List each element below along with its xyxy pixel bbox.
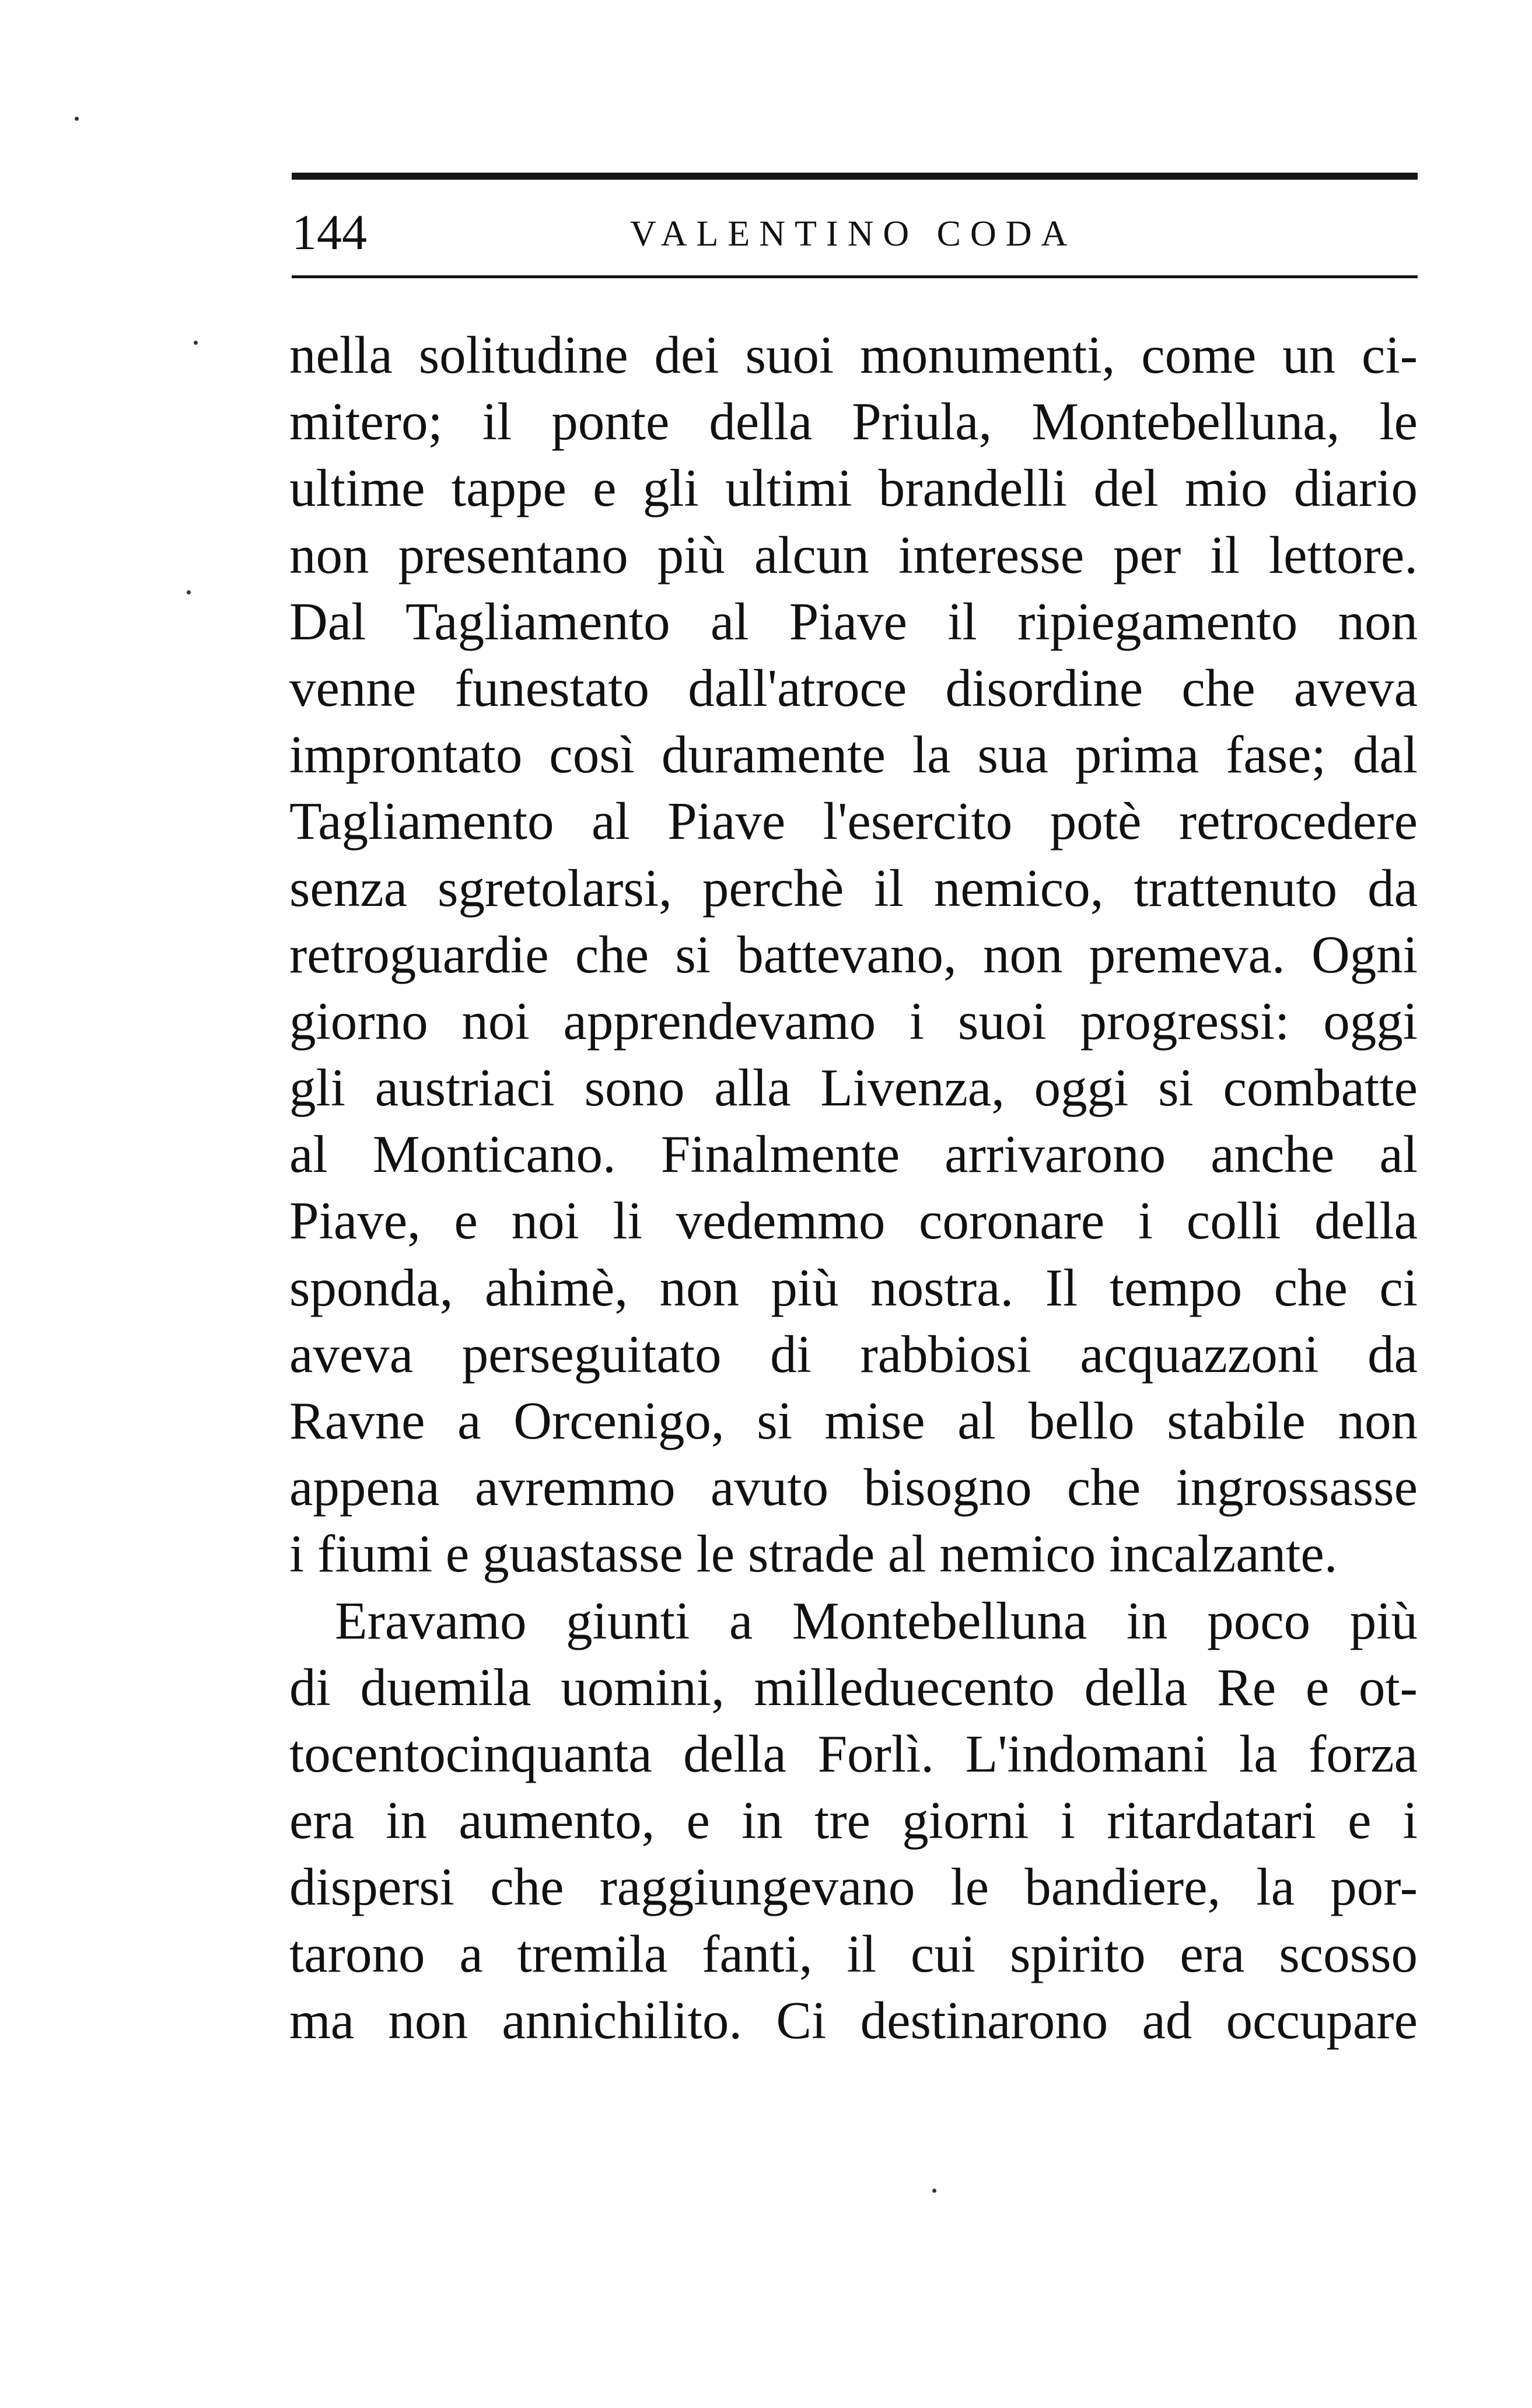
header-top-rule [292, 173, 1418, 180]
text-line: improntato così duramente la sua prima fase; dal [289, 725, 1418, 785]
text-line: ma non annichilito. Ci destinarono ad occupare [289, 1990, 1418, 2050]
body-text [289, 322, 1418, 2054]
text-line: retroguardie che si battevano, non premeva. Ogni [289, 925, 1418, 984]
paper-speck [194, 341, 198, 345]
text-line: gli austriaci sono alla Livenza, oggi si combatte [289, 1058, 1418, 1118]
running-head: VALENTINO CODA [630, 214, 1077, 254]
text-line: di duemila uomini, milleduecento della Re e ot- [289, 1657, 1418, 1717]
page-number: 144 [292, 204, 367, 260]
text-line: senza sgretolarsi, perchè il nemico, trattenuto da [289, 858, 1418, 918]
text-line: appena avremmo avuto bisogno che ingrossasse [289, 1458, 1418, 1517]
text-line: Dal Tagliamento al Piave il ripiegamento non [289, 592, 1418, 651]
text-line: venne funestato dall'atroce disordine che aveva [289, 658, 1418, 718]
text-line: Piave, e noi li vedemmo coronare i colli della [289, 1191, 1418, 1251]
text-line: nella solitudine dei suoi monumenti, come un ci- [289, 326, 1418, 384]
text-line: era in aumento, e in tre giorni i ritardatari e i [289, 1791, 1418, 1850]
paper-speck [187, 590, 191, 594]
paper-speck [932, 2189, 936, 2193]
text-line: non presentano più alcun interesse per il lettore. [289, 525, 1418, 584]
text-line: ultime tappe e gli ultimi brandelli del mio diario [289, 459, 1418, 518]
header-bottom-rule [292, 275, 1418, 278]
paragraph-first-line: Eravamo giunti a Montebelluna in poco più [335, 1591, 1418, 1650]
text-line: aveva perseguitato di rabbiosi acquazzoni da [289, 1324, 1418, 1384]
text-line: dispersi che raggiungevano le bandiere, la por- [289, 1857, 1418, 1917]
text-line: al Monticano. Finalmente arrivarono anche al [289, 1125, 1418, 1184]
text-line: tocentocinquanta della Forlì. L'indomani la forza [289, 1724, 1418, 1783]
text-line: mitero; il ponte della Priula, Montebelluna, le [289, 392, 1418, 452]
text-line: tarono a tremila fanti, il cui spirito era scosso [289, 1924, 1418, 1983]
text-line: sponda, ahimè, non più nostra. Il tempo che ci [289, 1258, 1418, 1317]
paragraph-last-line: i fiumi e guastasse le strade al nemico incalzante. [289, 1524, 1338, 1584]
text-line: Tagliamento al Piave l'esercito potè retrocedere [289, 792, 1418, 851]
text-line: Ravne a Orcenigo, si mise al bello stabile non [289, 1391, 1418, 1450]
page-header [292, 197, 1418, 267]
paper-speck [75, 117, 79, 121]
text-line: giorno noi apprendevamo i suoi progressi: oggi [289, 991, 1418, 1051]
